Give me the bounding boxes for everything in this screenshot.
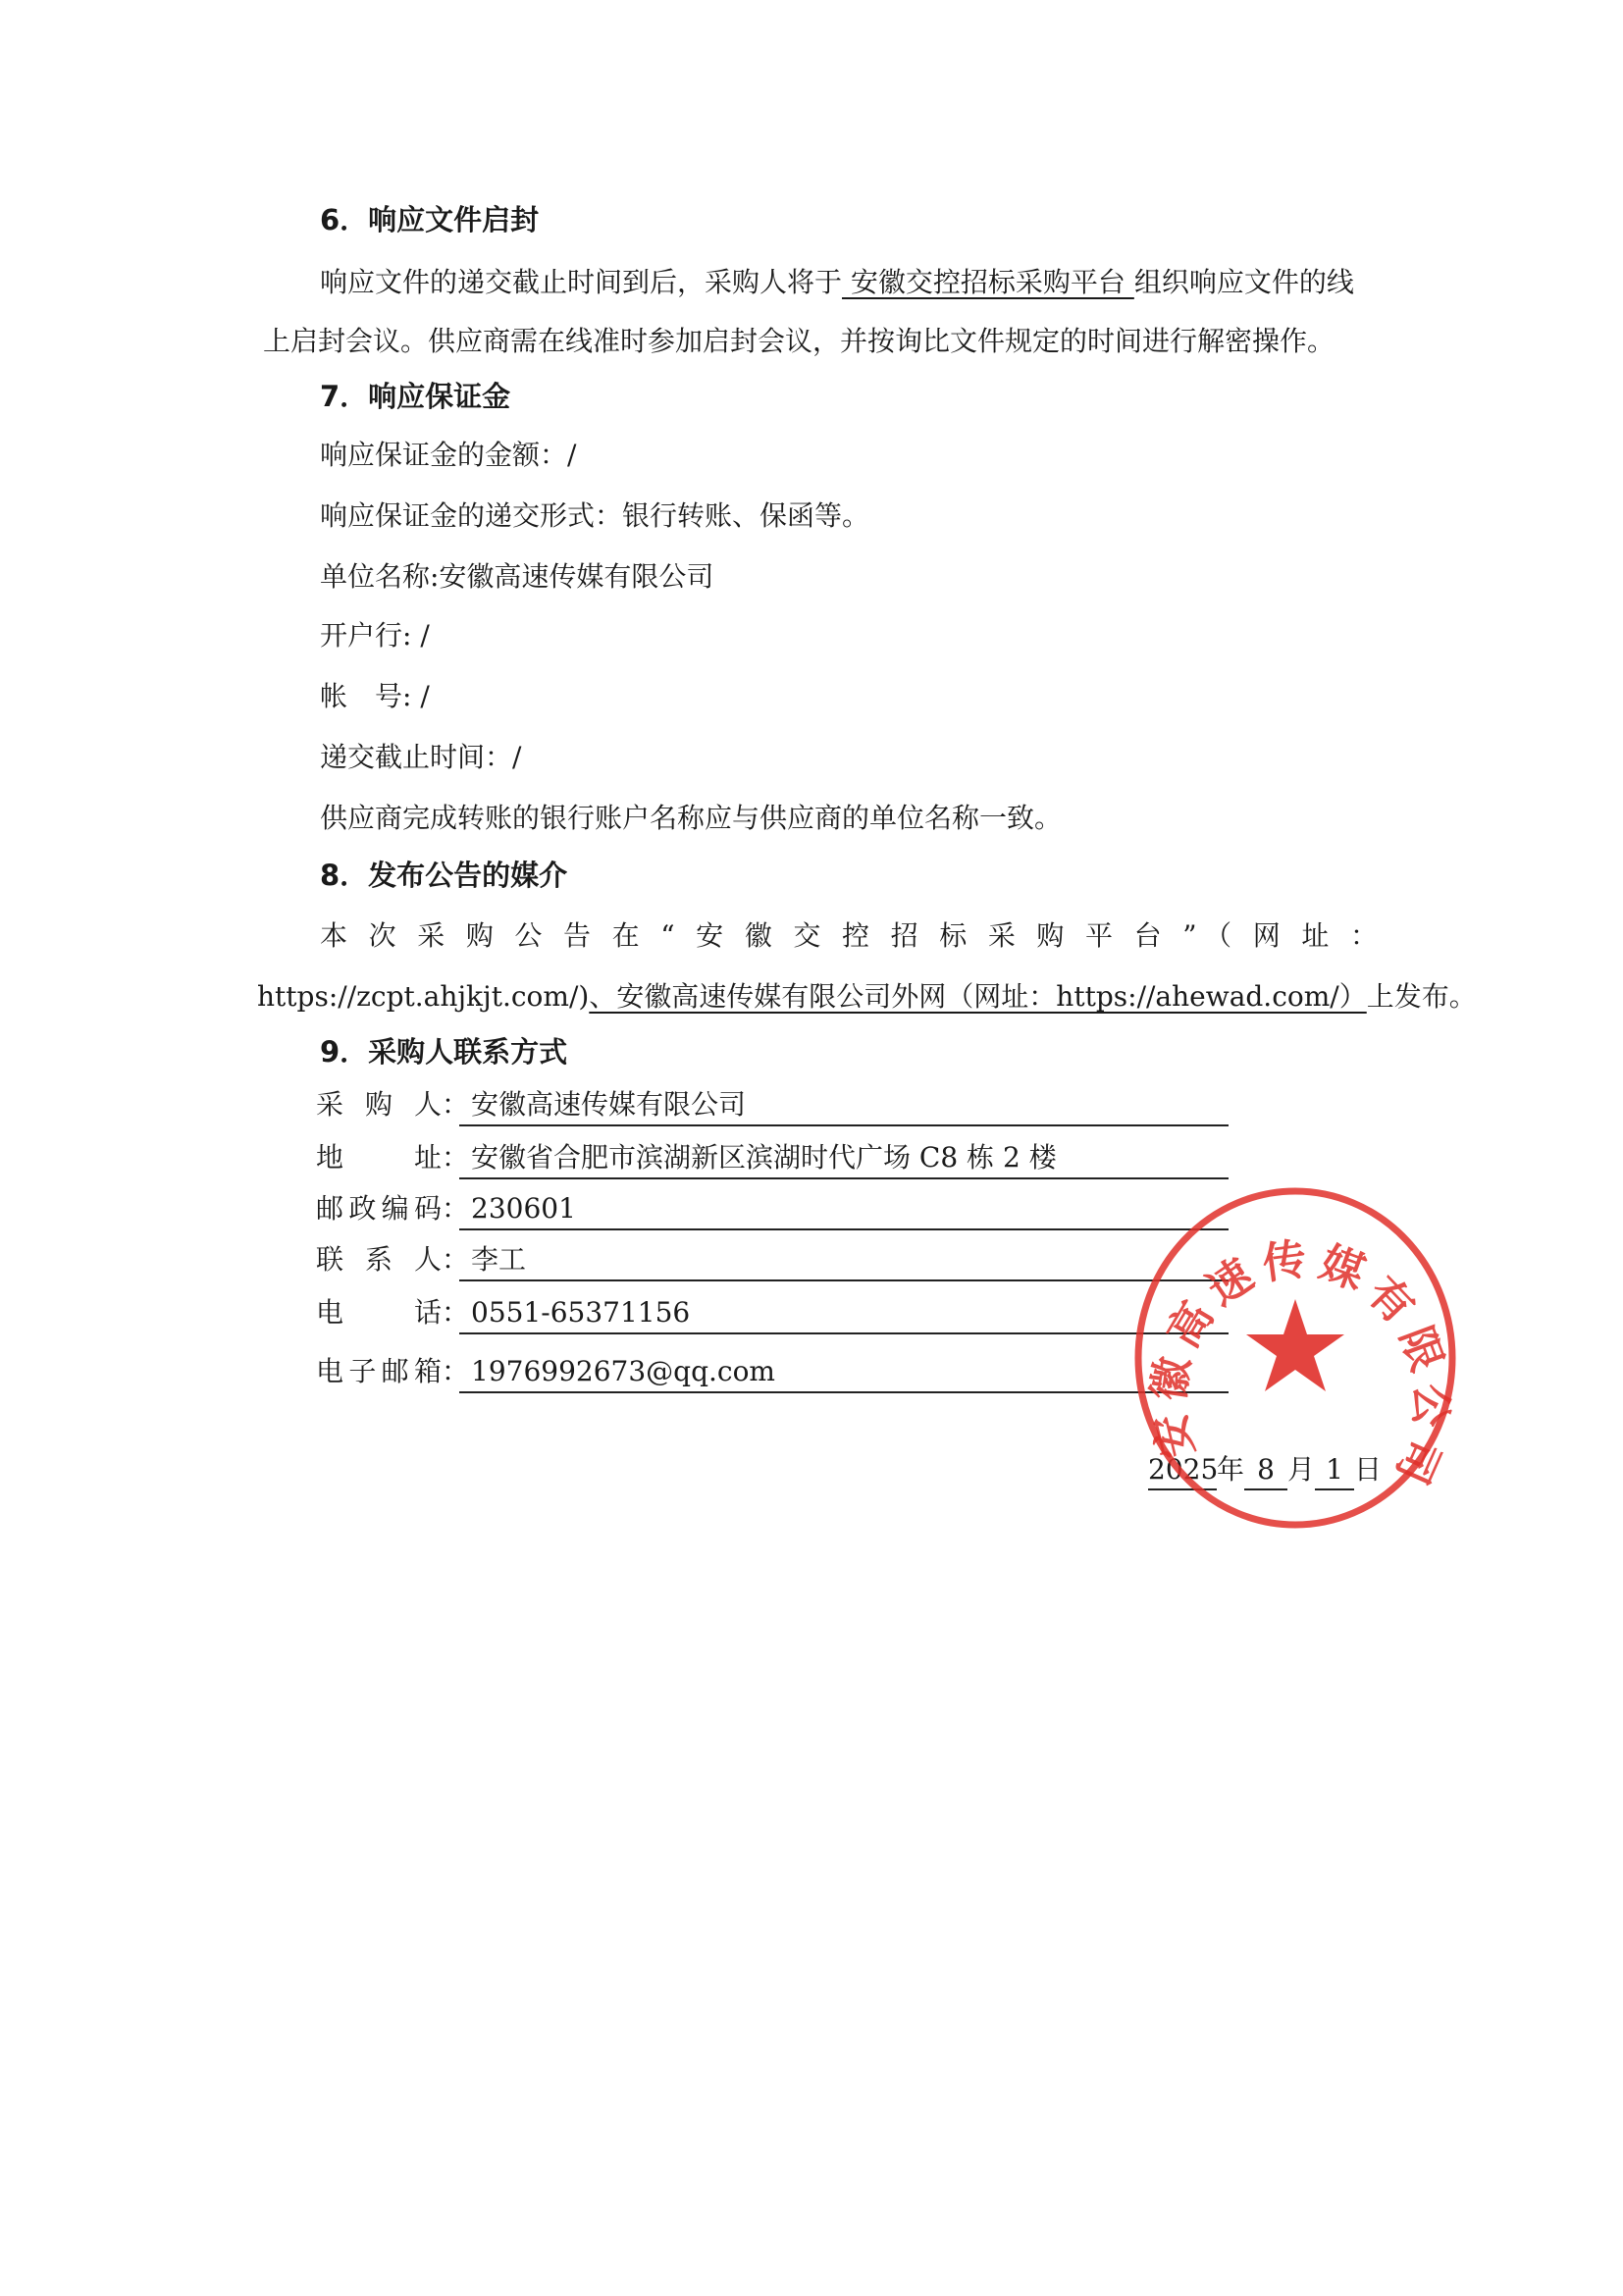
label-text: 电话 <box>316 1296 442 1329</box>
contact-label-person <box>316 1240 469 1279</box>
deposit-deadline: 递交截止时间：/ <box>320 741 522 773</box>
field-value: 安徽省合肥市滨湖新区滨湖时代广场 C8 栋 2 楼 <box>471 1141 1057 1174</box>
section-6-paragraph-line2: 上启封会议。供应商需在线准时参加启封会议，并按询比文件规定的时间进行解密操作。 <box>263 325 1335 357</box>
field-value: 李工 <box>471 1243 527 1276</box>
colon: ： <box>442 1296 470 1329</box>
colon: ： <box>442 1141 470 1174</box>
date-day-unit: 日 <box>1354 1453 1383 1486</box>
section-8-line2 <box>257 977 1477 1017</box>
deposit-note: 供应商完成转账的银行账户名称应与供应商的单位名称一致。 <box>320 802 1063 834</box>
date-day: 1 <box>1315 1451 1354 1490</box>
label-text: 电子邮箱 <box>316 1355 442 1387</box>
date-year: 2025 <box>1148 1451 1217 1490</box>
deposit-account: 帐 号: / <box>320 680 430 712</box>
section-6-paragraph-line1 <box>320 263 1354 302</box>
platform-url: https://zcpt.ahjkjt.com/) <box>257 980 590 1013</box>
field-value: 安徽高速传媒有限公司 <box>471 1088 747 1121</box>
seal-text: 安徽高速传媒有限公司 <box>1143 1233 1456 1491</box>
date-month-unit: 月 <box>1287 1453 1316 1486</box>
text-segment: 响应文件的递交截止时间到后，采购人将于 <box>320 266 843 298</box>
colon: ： <box>442 1355 470 1387</box>
section-8-heading: 8．发布公告的媒介 <box>320 859 568 892</box>
field-value: 230601 <box>471 1192 576 1225</box>
contact-label-address <box>316 1138 469 1177</box>
section-6-heading: 6．响应文件启封 <box>320 203 540 236</box>
contact-label-phone <box>316 1293 469 1332</box>
contact-field-phone <box>459 1293 1229 1334</box>
contact-field-person <box>459 1240 1229 1281</box>
section-8-line1: 本次采购公告在“安徽交控招标采购平台”（网址： <box>320 919 1380 952</box>
star-icon <box>1246 1299 1344 1391</box>
contact-field-postcode <box>459 1189 1229 1230</box>
section-9-heading: 9．采购人联系方式 <box>320 1035 568 1069</box>
colon: ： <box>442 1088 470 1121</box>
colon: ： <box>442 1243 470 1276</box>
section-7-heading: 7．响应保证金 <box>320 380 511 413</box>
text-segment: 组织响应文件的线 <box>1133 266 1354 298</box>
deposit-bank: 开户行: / <box>320 619 430 652</box>
field-value: 1976992673@qq.com <box>471 1355 775 1387</box>
label-text: 联系人 <box>316 1243 442 1276</box>
field-value: 0551-65371156 <box>471 1296 691 1329</box>
contact-field-email <box>459 1352 1229 1393</box>
company-seal <box>1128 1177 1462 1540</box>
contact-field-purchaser <box>459 1085 1229 1126</box>
company-website: 、安徽高速传媒有限公司外网（网址：https://ahewad.com/） <box>589 980 1367 1013</box>
platform-name: 安徽交控招标采购平台 <box>842 266 1134 298</box>
contact-label-postcode <box>316 1189 469 1228</box>
deposit-unit-name: 单位名称:安徽高速传媒有限公司 <box>320 560 714 593</box>
contact-label-purchaser <box>316 1085 469 1124</box>
deposit-form: 响应保证金的递交形式：银行转账、保函等。 <box>320 499 870 532</box>
date-year-unit: 年 <box>1217 1453 1245 1486</box>
date-month: 8 <box>1244 1451 1287 1490</box>
contact-field-address <box>459 1138 1229 1179</box>
contact-label-email <box>316 1352 469 1391</box>
label-text: 地址 <box>316 1141 442 1174</box>
text-segment: 上发布。 <box>1366 980 1477 1013</box>
colon: ： <box>442 1192 470 1225</box>
label-text: 邮政编码 <box>316 1192 442 1225</box>
deposit-amount: 响应保证金的金额：/ <box>320 439 577 471</box>
label-text: 采购人 <box>316 1088 442 1121</box>
